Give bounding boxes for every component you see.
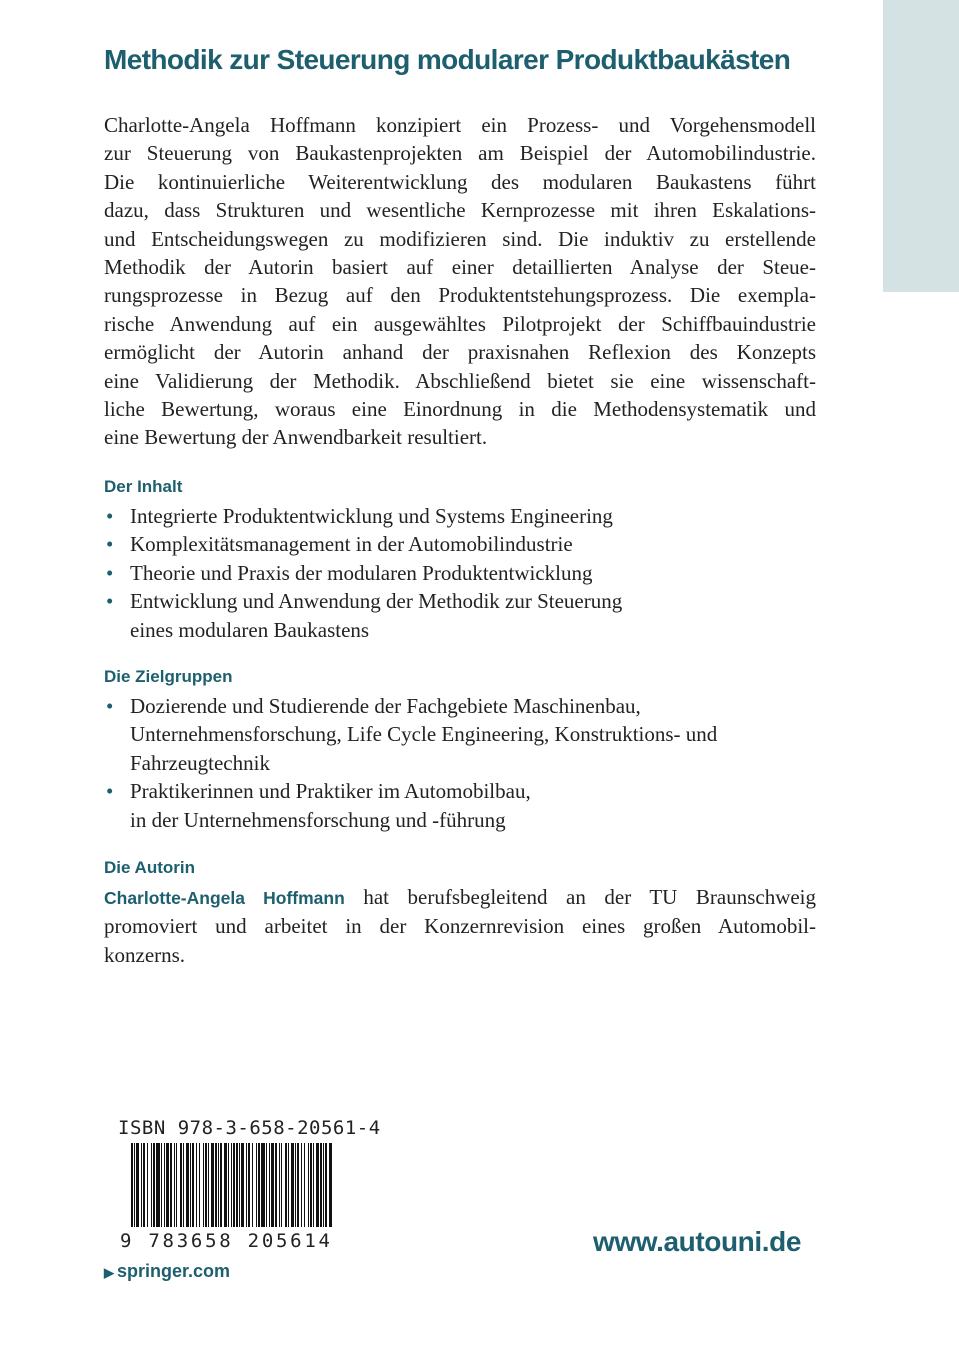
- play-arrow-icon: ▶: [104, 1265, 114, 1280]
- abstract-line: zur Steuerung von Baukastenprojekten am Beispiel der Automobilindustrie.: [104, 141, 816, 166]
- book-title: Methodik zur Steuerung modularer Produktbaukästen: [104, 44, 791, 75]
- list-item-text: Unternehmensforschung, Life Cycle Engineering, Konstruktions- und: [130, 722, 718, 747]
- bullet-icon: •: [106, 532, 114, 557]
- list-item: [104, 692, 824, 777]
- author-name: Charlotte-Angela Hoffmann: [104, 888, 345, 908]
- abstract-paragraph: [104, 111, 816, 452]
- author-heading: Die Autorin: [104, 858, 195, 877]
- abstract-line: dazu, dass Strukturen und wesentliche Kernprozesse mit ihren Eskalations-: [104, 198, 816, 223]
- abstract-line: ermöglicht der Autorin anhand der praxisnahen Reflexion des Konzepts: [104, 340, 816, 365]
- author-bio-line: promoviert und arbeitet in der Konzernrevision eines großen Automobil-: [104, 914, 816, 939]
- audience-heading: Die Zielgruppen: [104, 667, 233, 686]
- abstract-line: Charlotte-Angela Hoffmann konzipiert ein Prozess- und Vorgehensmodell: [104, 113, 816, 137]
- author-bio-line: [104, 883, 816, 912]
- springer-link[interactable]: [104, 1261, 230, 1282]
- author-bio-text: hat berufsbegleitend an der TU Braunschweig: [363, 885, 817, 909]
- website-link[interactable]: www.autouni.de: [593, 1226, 802, 1257]
- list-item-text: Praktikerinnen und Praktiker im Automobilbau,: [130, 779, 531, 804]
- list-item-text: Theorie und Praxis der modularen Produktentwicklung: [130, 560, 593, 585]
- list-item: [104, 502, 824, 530]
- bullet-icon: •: [106, 589, 114, 614]
- springer-link-text[interactable]: springer.com: [117, 1261, 231, 1281]
- list-item-text: Dozierende und Studierende der Fachgebiete Maschinenbau,: [130, 694, 641, 718]
- abstract-line: Methodik der Autorin basiert auf einer detaillierten Analyse der Steue-: [104, 255, 816, 280]
- list-item-text: in der Unternehmensforschung und -führung: [130, 807, 506, 832]
- decorative-stripe: [883, 0, 959, 292]
- list-item: [104, 559, 824, 587]
- abstract-line: eine Bewertung der Anwendbarkeit resultiert.: [104, 425, 488, 450]
- bullet-icon: •: [106, 560, 114, 585]
- list-item-text: eines modularen Baukastens: [130, 617, 370, 642]
- abstract-line: Die kontinuierliche Weiterentwicklung des modularen Baukastens führt: [104, 169, 816, 194]
- abstract-line: eine Validierung der Methodik. Abschließend bietet sie eine wissenschaft-: [104, 368, 816, 393]
- list-item: [104, 587, 824, 644]
- audience-list: [104, 692, 824, 834]
- list-item-text: Integrierte Produktentwicklung und Systems Engineering: [130, 504, 613, 528]
- abstract-line: rungsprozesse in Bezug auf den Produktentstehungsprozess. Die exempla-: [104, 283, 816, 308]
- bullet-icon: •: [106, 694, 114, 718]
- bullet-icon: •: [106, 504, 114, 528]
- author-bio-line: konzerns.: [104, 942, 186, 967]
- list-item-text: Entwicklung und Anwendung der Methodik zur Steuerung: [130, 589, 623, 614]
- list-item: [104, 777, 824, 834]
- list-item-text: Fahrzeugtechnik: [130, 750, 270, 775]
- abstract-line: und Entscheidungswegen zu modifizieren sind. Die induktiv zu erstellende: [104, 226, 816, 251]
- author-bio: [104, 883, 816, 969]
- barcode: [113, 1143, 348, 1251]
- isbn-label: ISBN 978-3-658-20561-4: [118, 1117, 381, 1139]
- barcode-digits: 9 783658 205614: [120, 1230, 330, 1251]
- list-item-text: Komplexitätsmanagement in der Automobilindustrie: [130, 532, 573, 557]
- abstract-line: liche Bewertung, woraus eine Einordnung in die Methodensystematik und: [104, 397, 816, 422]
- abstract-line: rische Anwendung auf ein ausgewähltes Pilotprojekt der Schiffbauindustrie: [104, 311, 816, 336]
- list-item: [104, 530, 824, 558]
- content-heading: Der Inhalt: [104, 477, 183, 496]
- bullet-icon: •: [106, 779, 114, 804]
- content-list: [104, 502, 824, 644]
